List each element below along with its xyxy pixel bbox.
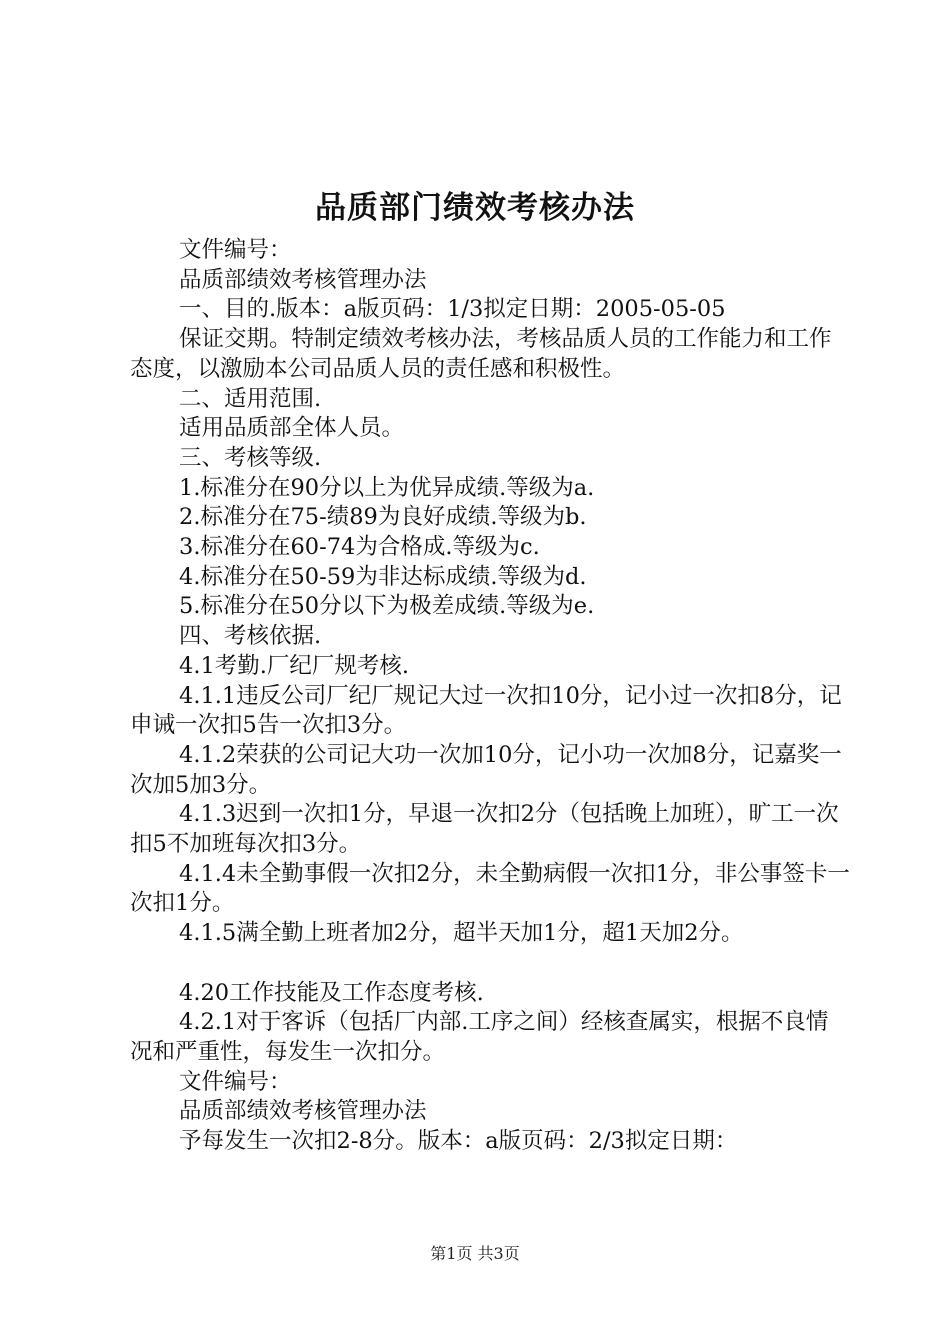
paragraph-gap (130, 949, 850, 979)
paragraph-4-2: 4.20工作技能及工作态度考核. (179, 979, 484, 1006)
paragraph-continued: 予每发生一次扣2-8分。版本：a版页码：2/3拟定日期： (179, 1128, 738, 1155)
paragraph-4-1-5: 4.1.5满全勤上班者加2分，超半天加1分，超1天加2分。 (179, 920, 744, 947)
paragraph-4-1-1: 4.1.1违反公司厂纪厂规记大过一次扣10分，记小过一次扣8分，记申诫一次扣5告一次扣3分。 (130, 682, 842, 739)
document-body (130, 236, 850, 1157)
page-footer: 第1页 共3页 (430, 1244, 520, 1263)
paragraph-grade-b: 2.标准分在75-绩89为良好成绩.等级为b. (179, 504, 587, 531)
paragraph-4-1-4: 4.1.4未全勤事假一次扣2分，未全勤病假一次扣1分，非公事签卡一次扣1分。 (130, 860, 850, 917)
paragraph-section-grades: 三、考核等级. (179, 444, 322, 471)
paragraph-scope-text: 适用品质部全体人员。 (179, 415, 405, 442)
paragraph-file-number: 文件编号： (179, 237, 292, 263)
paragraph-4-1-2: 4.1.2荣获的公司记大功一次加10分，记小功一次加8分，记嘉奖一次加5加3分。 (130, 741, 842, 798)
paragraph-4-1-3: 4.1.3迟到一次扣1分，早退一次扣2分（包括晚上加班），旷工一次扣5不加班每次扣3分。 (130, 801, 839, 858)
document-title: 品质部门绩效考核办法 (315, 190, 635, 226)
paragraph-section-scope: 二、适用范围. (179, 385, 322, 412)
paragraph-section-purpose: 一、目的.版本：a版页码：1/3拟定日期：2005-05-05 (179, 296, 726, 323)
paragraph-grade-d: 4.标准分在50-59为非达标成绩.等级为d. (179, 563, 587, 590)
paragraph-4-1: 4.1考勤.厂纪厂规考核. (179, 652, 410, 679)
paragraph-grade-a: 1.标准分在90分以上为优异成绩.等级为a. (179, 474, 595, 501)
paragraph-section-basis: 四、考核依据. (179, 623, 322, 650)
paragraph-grade-c: 3.标准分在60-74为合格成.等级为c. (179, 534, 540, 561)
paragraph-4-2-1: 4.2.1对于客诉（包括厂内部.工序之间）经核查属实，根据不良情况和严重性，每发生一次扣分。 (130, 1009, 829, 1065)
paragraph-file-number-2: 文件编号： (179, 1068, 292, 1095)
paragraph-purpose-text: 保证交期。特制定绩效考核办法，考核品质人员的工作能力和工作态度，以激励本公司品质人员的责任感和积极性。 (130, 326, 832, 382)
paragraph-grade-e: 5.标准分在50分以下为极差成绩.等级为e. (179, 593, 595, 620)
paragraph-doc-name-2: 品质部绩效考核管理办法 (179, 1098, 427, 1125)
paragraph-doc-name: 品质部绩效考核管理办法 (179, 266, 427, 293)
